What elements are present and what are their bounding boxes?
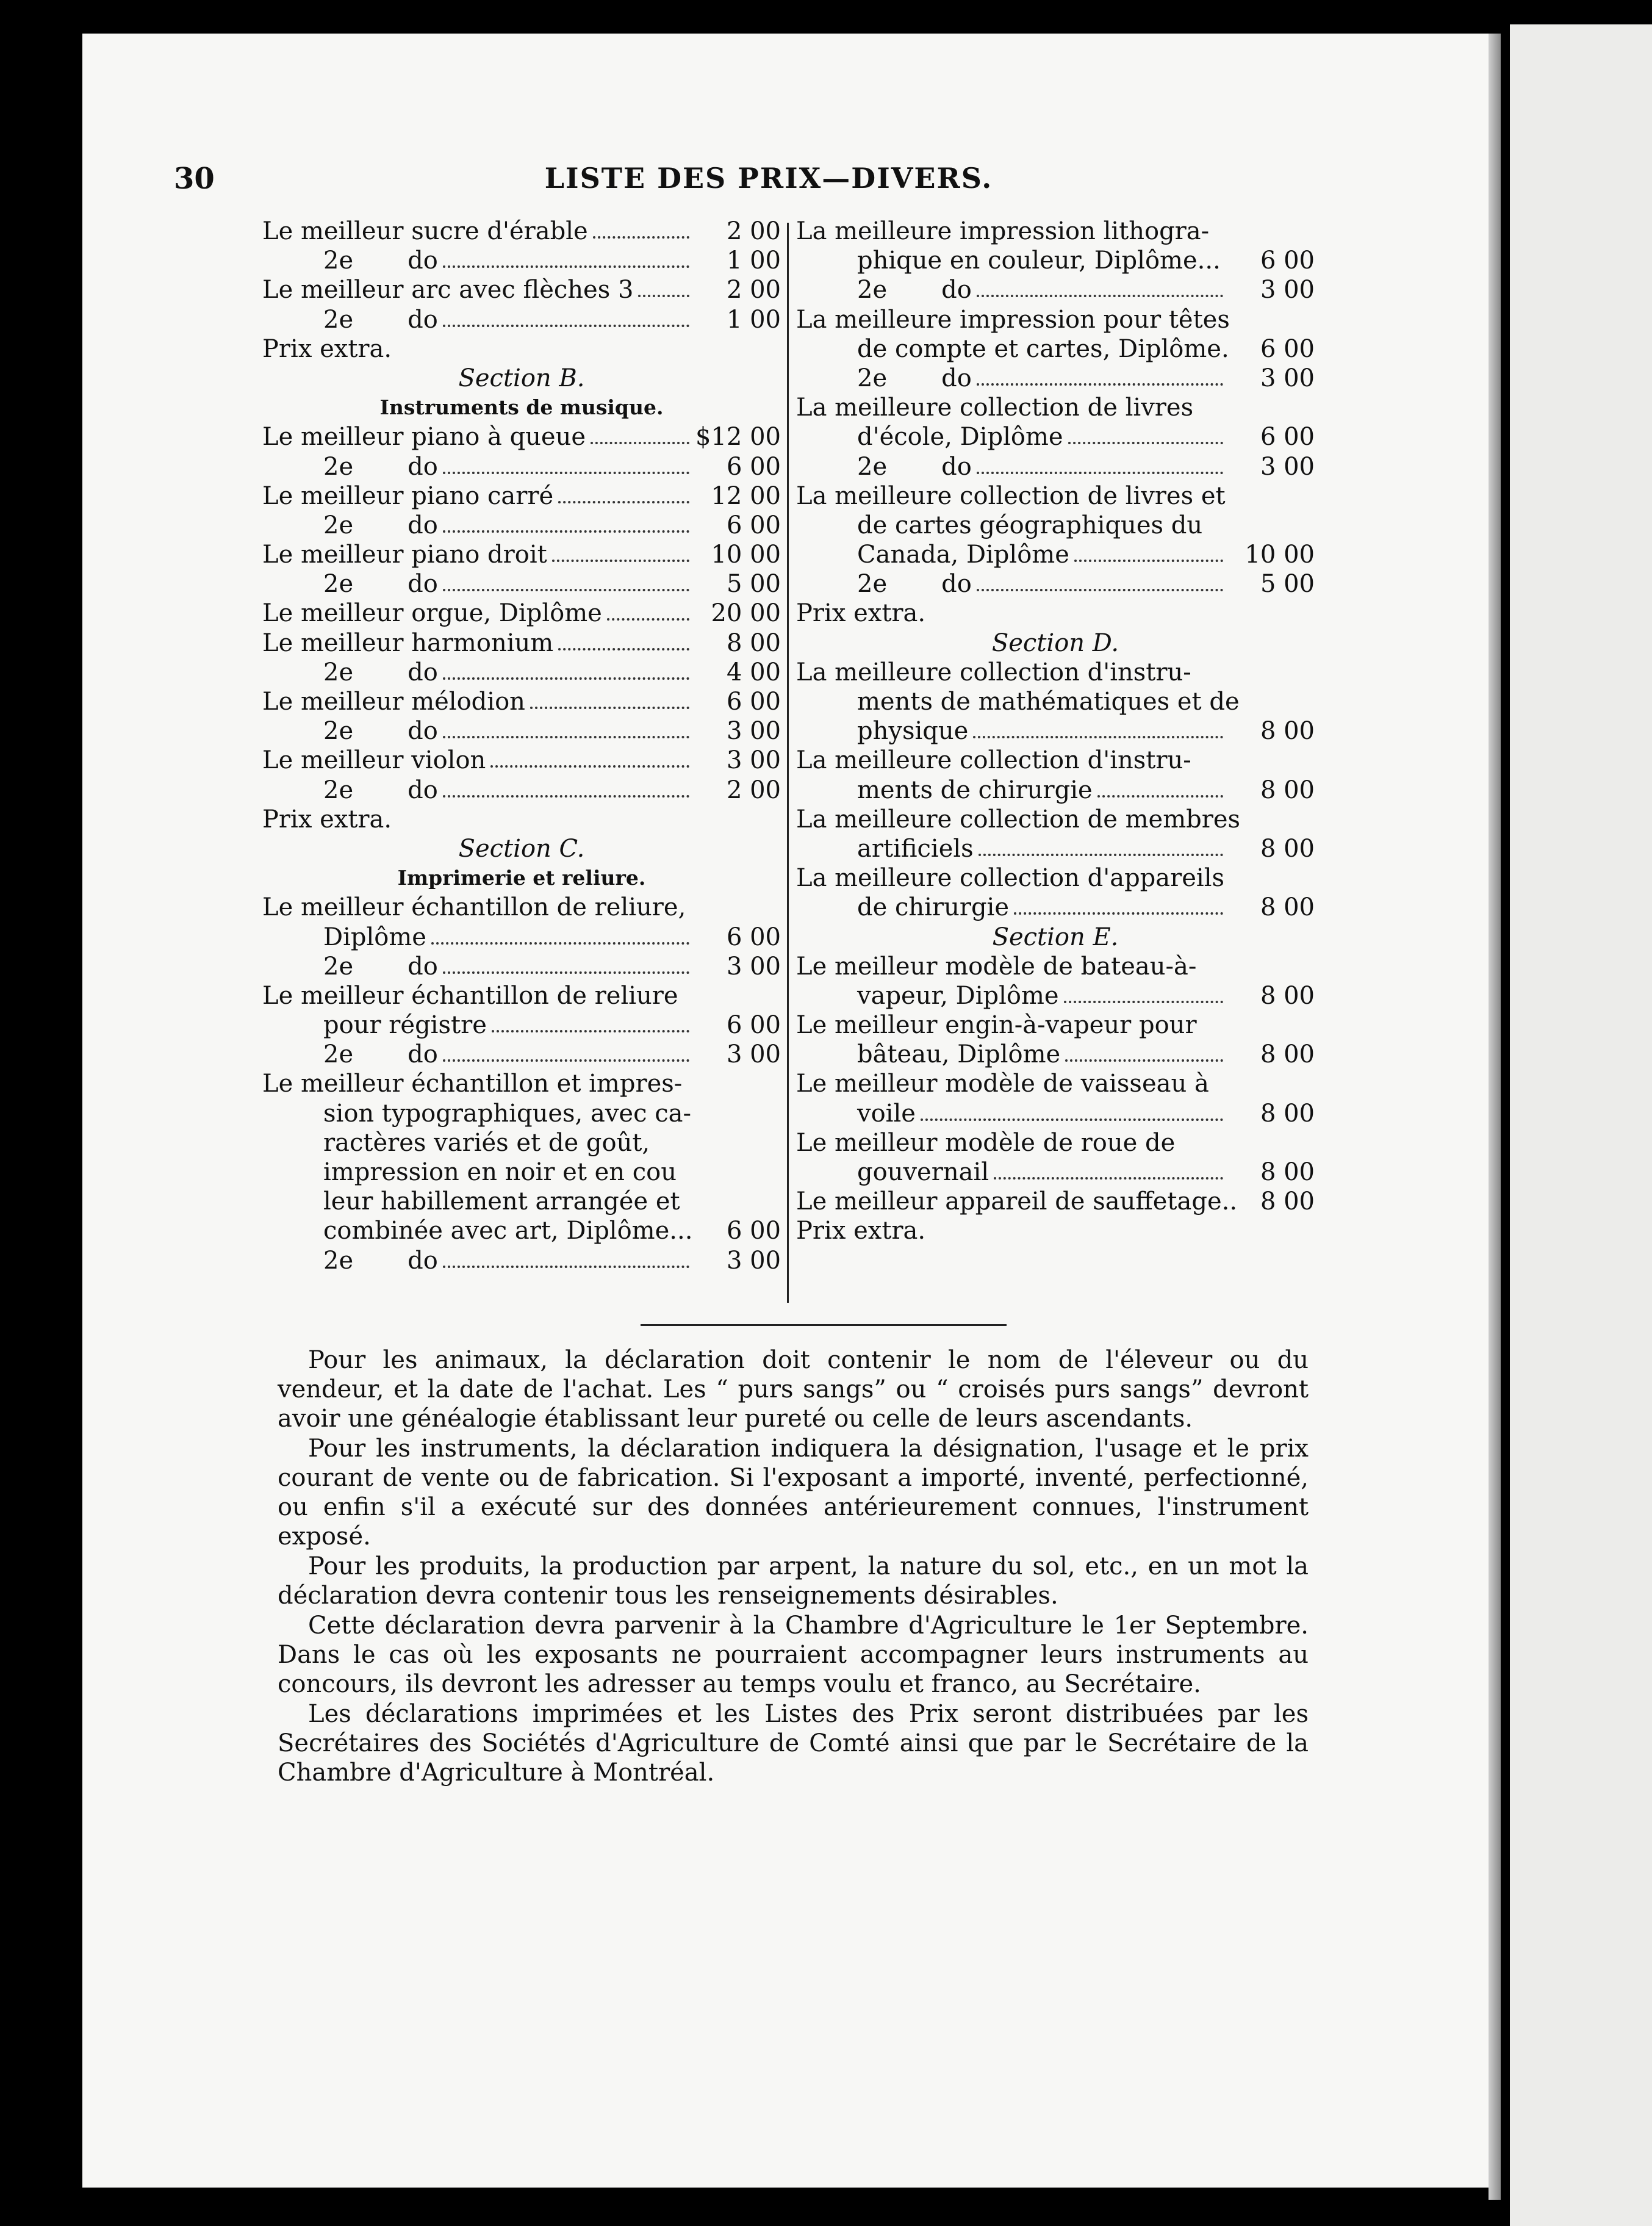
prize-entry	[796, 275, 1315, 304]
prize-amount: 4 00	[726, 658, 781, 686]
dot-leader	[443, 1059, 689, 1062]
entry-label: Le meilleur piano droit	[262, 541, 547, 569]
entry-text-line	[796, 511, 1315, 540]
prize-amount: 8 00	[1260, 981, 1315, 1010]
entry-label: de chirurgie	[857, 893, 1010, 922]
prize-entry	[796, 1158, 1315, 1187]
note-paragraph: Pour les instruments, la déclaration indiquera la désignation, l'usage et le prix courant de vente ou de fabrication. Si l'exposant a importé, inventé, perfectionné, ou enfin s'il a exécuté sur des données antérieurement connues, l'instrument exposé.	[278, 1435, 1309, 1551]
prize-amount: 6 00	[726, 1217, 781, 1245]
dot-leader	[977, 472, 1223, 474]
section-heading: Section E.	[992, 923, 1119, 951]
prize-amount: 1 00	[726, 247, 781, 275]
entry-label: La meilleure impression lithogra-	[796, 217, 1210, 245]
entry-label: Le meilleur échantillon de reliure,	[262, 893, 686, 922]
prize-amount: 20 00	[711, 599, 781, 628]
dot-leader	[490, 765, 689, 768]
entry-text-line	[796, 952, 1315, 981]
prize-entry	[262, 1010, 781, 1040]
prize-amount: 5 00	[726, 570, 781, 599]
entry-label: 2e do	[323, 658, 438, 686]
entry-text-line	[796, 1216, 1315, 1245]
entry-text-line	[796, 393, 1315, 422]
prize-amount: 10 00	[1244, 541, 1315, 569]
page-edge	[1489, 34, 1501, 2200]
entry-label: 2e do	[323, 511, 438, 539]
entry-text-line	[796, 481, 1315, 511]
entry-label: Le meilleur orgue, Diplôme	[262, 599, 602, 628]
prize-entry	[262, 687, 781, 716]
prize-amount: 3 00	[726, 1040, 781, 1069]
dot-leader	[1065, 1059, 1223, 1062]
prize-amount: 3 00	[726, 952, 781, 981]
prize-amount: 8 00	[1260, 1187, 1315, 1216]
note-paragraph: Pour les animaux, la déclaration doit contenir le nom de l'éleveur ou du vendeur, et la date de l'achat. Les “ purs sangs” ou “ croisés purs sangs” devront avoir une généalogie établissant leur pureté ou celle de leurs ascendants.	[278, 1346, 1309, 1433]
prize-entry	[796, 776, 1315, 805]
entry-label: 2e do	[857, 570, 972, 599]
prize-amount: 6 00	[726, 452, 781, 481]
prize-entry	[796, 452, 1315, 481]
section-heading: Section C.	[458, 834, 585, 863]
entry-text-line	[796, 217, 1315, 246]
prize-entry	[262, 746, 781, 775]
entry-label: 2e do	[323, 570, 438, 599]
entry-label: Le meilleur échantillon et impres-	[262, 1070, 683, 1098]
column-divider	[787, 223, 789, 1303]
page-header	[174, 162, 1363, 211]
entry-label: Le meilleur violon	[262, 746, 486, 775]
note-paragraph: Les déclarations imprimées et les Listes des Prix seront distribuées par les Secrétaires des Sociétés d'Agriculture de Comté ainsi que par le Secrétaire de la Chambre d'Agriculture à Montréal.	[278, 1700, 1309, 1787]
dot-leader	[530, 707, 689, 709]
prize-amount: 2 00	[726, 217, 781, 245]
prize-entry	[262, 511, 781, 540]
entry-label: Canada, Diplôme	[857, 541, 1069, 569]
entry-label: phique en couleur, Diplôme...	[857, 247, 1221, 275]
section-subheading: Imprimerie et reliure.	[397, 866, 646, 890]
entry-label: bâteau, Diplôme	[857, 1040, 1061, 1069]
entry-label: impression en noir et en cou	[323, 1158, 677, 1186]
dot-leader	[638, 295, 689, 297]
section-heading: Section B.	[458, 364, 585, 392]
entry-label: La meilleure collection d'instru-	[796, 746, 1191, 775]
prize-entry	[262, 305, 781, 334]
entry-label: 2e do	[857, 452, 972, 481]
entry-label: Le meilleur échantillon de reliure	[262, 981, 678, 1010]
prize-entry	[796, 334, 1315, 364]
prize-amount: 3 00	[1260, 452, 1315, 481]
entry-text-line	[262, 1099, 781, 1128]
dot-leader	[973, 736, 1223, 738]
dot-leader	[443, 795, 689, 798]
entry-label: ractères variés et de goût,	[323, 1128, 650, 1157]
prize-entry	[796, 1040, 1315, 1069]
entry-label: 2e do	[323, 1040, 438, 1069]
prize-amount: 10 00	[711, 541, 781, 569]
prize-amount: 8 00	[1260, 1040, 1315, 1069]
entry-label: Prix extra.	[796, 1217, 926, 1245]
entry-label: ments de chirurgie	[857, 776, 1093, 804]
dot-leader	[443, 325, 689, 327]
entry-text-line	[262, 1069, 781, 1098]
entry-text-line	[262, 1128, 781, 1158]
prize-entry	[262, 217, 781, 246]
entry-label: La meilleure collection de livres	[796, 394, 1194, 422]
prize-entry	[262, 629, 781, 658]
dot-leader	[1014, 912, 1223, 915]
prize-amount: 2 00	[726, 776, 781, 804]
entry-label: d'école, Diplôme	[857, 423, 1063, 452]
entry-text-line	[796, 1010, 1315, 1040]
prize-entry	[262, 1040, 781, 1069]
prize-amount: 12 00	[711, 481, 781, 510]
entry-text-line	[796, 658, 1315, 687]
entry-label: pour régistre	[323, 1011, 487, 1040]
entry-text-line	[262, 334, 781, 364]
prize-entry	[262, 1216, 781, 1245]
dot-leader	[1068, 442, 1223, 444]
prize-entry	[262, 481, 781, 511]
entry-label: de cartes géographiques du	[857, 511, 1203, 539]
prize-amount: 3 00	[726, 746, 781, 775]
dot-leader	[492, 1030, 689, 1032]
entry-label: La meilleure collection de livres et	[796, 481, 1226, 510]
entry-label: 2e do	[323, 1246, 438, 1275]
entry-text-line	[262, 1187, 781, 1216]
dot-leader	[443, 530, 689, 533]
entry-label: Prix extra.	[262, 805, 392, 834]
dot-leader	[1064, 1001, 1223, 1003]
prize-amount: 3 00	[1260, 364, 1315, 392]
prize-entry	[796, 246, 1315, 275]
entry-label: 2e do	[323, 776, 438, 804]
prize-entry	[796, 569, 1315, 599]
entry-text-line	[262, 805, 781, 834]
entry-label: vapeur, Diplôme	[857, 981, 1059, 1010]
section-subheading: Instruments de musique.	[379, 395, 664, 420]
entry-label: voile	[857, 1099, 916, 1128]
adjacent-page	[1510, 24, 1652, 2226]
prize-entry	[262, 776, 781, 805]
entry-label: Le meilleur appareil de sauffetage..	[796, 1187, 1238, 1216]
entry-text-line	[262, 1158, 781, 1187]
dot-leader	[607, 618, 689, 621]
entry-label: La meilleure collection d'instru-	[796, 658, 1191, 686]
entry-text-line	[796, 1128, 1315, 1158]
prize-amount: 8 00	[1260, 1158, 1315, 1186]
prize-entry	[796, 1099, 1315, 1128]
prize-amount: 6 00	[726, 511, 781, 539]
entry-label: de compte et cartes, Diplôme.	[857, 334, 1229, 363]
prize-amount: 8 00	[726, 629, 781, 657]
prize-entry	[262, 569, 781, 599]
prize-entry	[262, 1246, 781, 1275]
prize-entry	[262, 658, 781, 687]
entry-label: Le meilleur piano carré	[262, 481, 554, 510]
entry-label: 2e do	[323, 247, 438, 275]
dot-leader	[443, 265, 689, 268]
entry-label: Le meilleur engin-à-vapeur pour	[796, 1011, 1197, 1040]
entry-label: gouvernail	[857, 1158, 989, 1186]
prize-entry	[796, 834, 1315, 863]
dot-leader	[443, 677, 689, 680]
entry-label: Le meilleur modèle de roue de	[796, 1128, 1176, 1157]
prize-entry	[796, 981, 1315, 1010]
entry-text-line	[796, 1069, 1315, 1098]
dot-leader	[591, 442, 689, 444]
dot-leader	[431, 942, 689, 945]
entry-text-line	[796, 687, 1315, 716]
entry-label: La meilleure collection d'appareils	[796, 864, 1225, 893]
prize-amount: 3 00	[726, 717, 781, 746]
prize-amount: 8 00	[1260, 893, 1315, 922]
dot-leader	[558, 648, 689, 650]
prize-amount: 8 00	[1260, 1099, 1315, 1128]
entry-label: Le meilleur harmonium	[262, 629, 554, 657]
prize-entry	[796, 893, 1315, 922]
right-column	[796, 217, 1315, 1246]
entry-label: 2e do	[857, 364, 972, 392]
prize-amount: 6 00	[1260, 423, 1315, 452]
entry-label: 2e do	[323, 452, 438, 481]
declaration-notes	[278, 1345, 1309, 1788]
dot-leader	[1074, 560, 1223, 562]
prize-entry	[262, 275, 781, 304]
prize-amount: 6 00	[726, 1011, 781, 1040]
dot-leader	[443, 971, 689, 974]
entry-label: Diplôme	[323, 923, 426, 951]
prize-entry	[796, 1187, 1315, 1216]
prize-amount: 8 00	[1260, 776, 1315, 804]
section-rule	[641, 1324, 1007, 1326]
note-paragraph: Cette déclaration devra parvenir à la Chambre d'Agriculture le 1er Septembre. Dans le cas où les exposants ne pourraient accompagner leurs instruments au concours, ils devront les adresser au temps voulu et franco, au Secrétaire.	[278, 1612, 1309, 1698]
prize-entry	[262, 716, 781, 746]
dot-leader	[994, 1177, 1223, 1180]
entry-text-line	[796, 805, 1315, 834]
page-title: LISTE DES PRIX—DIVERS.	[544, 162, 993, 195]
dot-leader	[443, 736, 689, 738]
prize-entry	[796, 364, 1315, 393]
entry-text-line	[262, 981, 781, 1010]
dot-leader	[558, 501, 689, 503]
entry-label: 2e do	[323, 952, 438, 981]
prize-amount: 5 00	[1260, 570, 1315, 599]
dot-leader	[443, 472, 689, 474]
entry-text-line	[796, 863, 1315, 893]
prize-amount: 6 00	[726, 923, 781, 951]
entry-label: Le meilleur arc avec flèches 3	[262, 276, 634, 304]
entry-text-line	[796, 746, 1315, 775]
prize-entry	[262, 540, 781, 569]
dot-leader	[921, 1118, 1223, 1121]
dot-leader	[593, 236, 689, 239]
dot-leader	[1097, 795, 1223, 798]
dot-leader	[979, 854, 1223, 856]
prize-entry	[262, 246, 781, 275]
entry-label: Le meilleur piano à queue	[262, 423, 586, 452]
prize-amount: $12 00	[695, 423, 781, 452]
prize-amount: 6 00	[1260, 247, 1315, 275]
prize-entry	[262, 923, 781, 952]
section-heading: Section D.	[991, 629, 1119, 657]
entry-label: La meilleure impression pour têtes	[796, 305, 1230, 334]
prize-entry	[796, 716, 1315, 746]
left-column	[262, 217, 781, 1275]
prize-amount: 8 00	[1260, 717, 1315, 746]
prize-amount: 2 00	[726, 276, 781, 304]
prize-entry	[262, 452, 781, 481]
dot-leader	[977, 295, 1223, 297]
prize-amount: 1 00	[726, 305, 781, 334]
prize-amount: 3 00	[726, 1246, 781, 1275]
entry-label: 2e do	[323, 717, 438, 746]
prize-amount: 6 00	[1260, 334, 1315, 363]
entry-text-line	[796, 305, 1315, 334]
entry-label: sion typographiques, avec ca-	[323, 1099, 691, 1128]
entry-label: Le meilleur mélodion	[262, 688, 525, 716]
prize-entry	[262, 952, 781, 981]
dot-leader	[443, 589, 689, 591]
entry-label: Prix extra.	[796, 599, 926, 628]
entry-label: Prix extra.	[262, 334, 392, 363]
entry-label: Le meilleur sucre d'érable	[262, 217, 588, 245]
entry-label: 2e do	[857, 276, 972, 304]
prize-amount: 8 00	[1260, 834, 1315, 863]
entry-text-line	[262, 893, 781, 922]
entry-label: leur habillement arrangée et	[323, 1187, 680, 1216]
entry-label: 2e do	[323, 305, 438, 334]
entry-label: ments de mathématiques et de	[857, 688, 1240, 716]
prize-amount: 3 00	[1260, 276, 1315, 304]
dot-leader	[443, 1266, 689, 1268]
note-paragraph: Pour les produits, la production par arpent, la nature du sol, etc., en un mot la déclaration devra contenir tous les renseignements désirables.	[278, 1552, 1309, 1610]
page-number: 30	[174, 162, 215, 196]
entry-label: Le meilleur modèle de bateau-à-	[796, 952, 1197, 981]
entry-label: physique	[857, 717, 969, 746]
prize-amount: 6 00	[726, 688, 781, 716]
prize-entry	[262, 422, 781, 452]
entry-text-line	[796, 599, 1315, 628]
prize-entry	[262, 599, 781, 628]
entry-label: La meilleure collection de membres	[796, 805, 1241, 834]
prize-entry	[796, 540, 1315, 569]
prize-entry	[796, 422, 1315, 452]
dot-leader	[977, 383, 1223, 386]
entry-label: Le meilleur modèle de vaisseau à	[796, 1070, 1209, 1098]
entry-label: artificiels	[857, 834, 974, 863]
dot-leader	[977, 589, 1223, 591]
dot-leader	[552, 560, 689, 562]
entry-label: combinée avec art, Diplôme...	[323, 1217, 693, 1245]
